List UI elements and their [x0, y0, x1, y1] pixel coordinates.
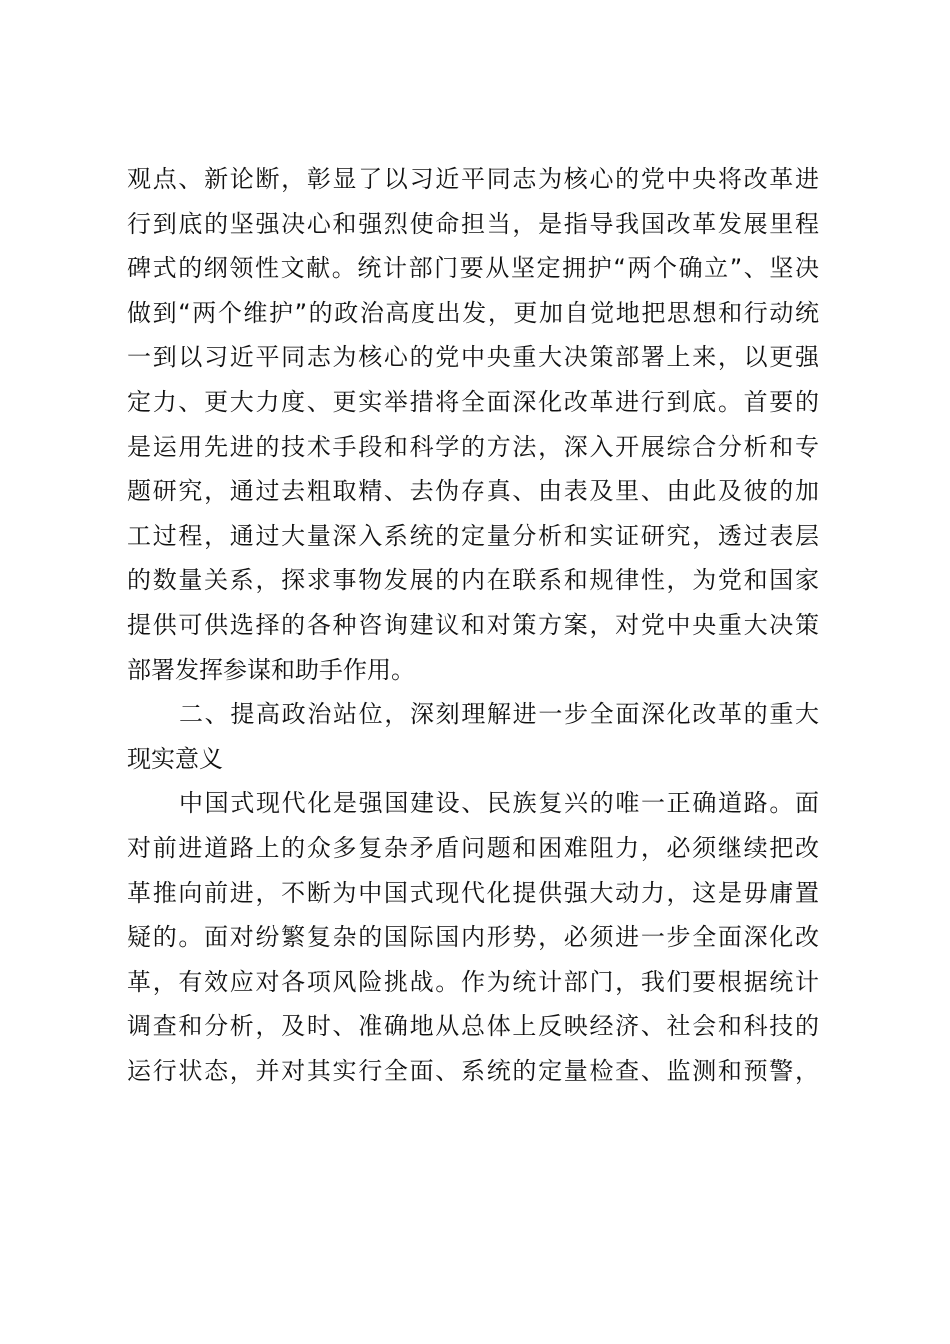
document-body [127, 157, 819, 1093]
text-line: 调查和分析，及时、准确地从总体上反映经济、社会和科技的 [127, 1012, 819, 1041]
text-line: 工过程，通过大量深入系统的定量分析和实证研究，透过表层 [127, 521, 819, 550]
section-heading-line: 现实意义 [127, 744, 223, 773]
text-line: 一到以习近平同志为核心的党中央重大决策部署上来，以更强 [127, 343, 819, 372]
text-line: 疑的。面对纷繁复杂的国际国内形势，必须进一步全面深化改 [127, 923, 819, 952]
text-line: 行到底的坚强决心和强烈使命担当，是指导我国改革发展里程 [127, 209, 819, 238]
text-line: 提供可供选择的各种咨询建议和对策方案，对党中央重大决策 [127, 610, 819, 639]
paragraph-first-line: 中国式现代化是强国建设、民族复兴的唯一正确道路。面 [179, 789, 819, 818]
text-line: 革推向前进，不断为中国式现代化提供强大动力，这是毋庸置 [127, 878, 819, 907]
text-line: 的数量关系，探求事物发展的内在联系和规律性，为党和国家 [127, 566, 819, 595]
text-line: 题研究，通过去粗取精、去伪存真、由表及里、由此及彼的加 [127, 477, 819, 506]
text-line: 碑式的纲领性文献。统计部门要从坚定拥护“两个确立”、坚决 [127, 254, 819, 283]
text-line: 对前进道路上的众多复杂矛盾问题和困难阻力，必须继续把改 [127, 833, 819, 862]
text-line: 革，有效应对各项风险挑战。作为统计部门，我们要根据统计 [127, 967, 819, 996]
text-line: 观点、新论断，彰显了以习近平同志为核心的党中央将改革进 [127, 165, 819, 193]
text-line: 部署发挥参谋和助手作用。 [127, 655, 415, 684]
section-heading-line: 二、提高政治站位，深刻理解进一步全面深化改革的重大 [179, 700, 819, 729]
text-line: 做到“两个维护”的政治高度出发，更加自觉地把思想和行动统 [127, 298, 819, 327]
text-line: 是运用先进的技术手段和科学的方法，深入开展综合分析和专 [127, 432, 819, 461]
text-line: 运行状态，并对其实行全面、系统的定量检查、监测和预警， [127, 1056, 819, 1085]
text-line: 定力、更大力度、更实举措将全面深化改革进行到底。首要的 [127, 387, 819, 416]
